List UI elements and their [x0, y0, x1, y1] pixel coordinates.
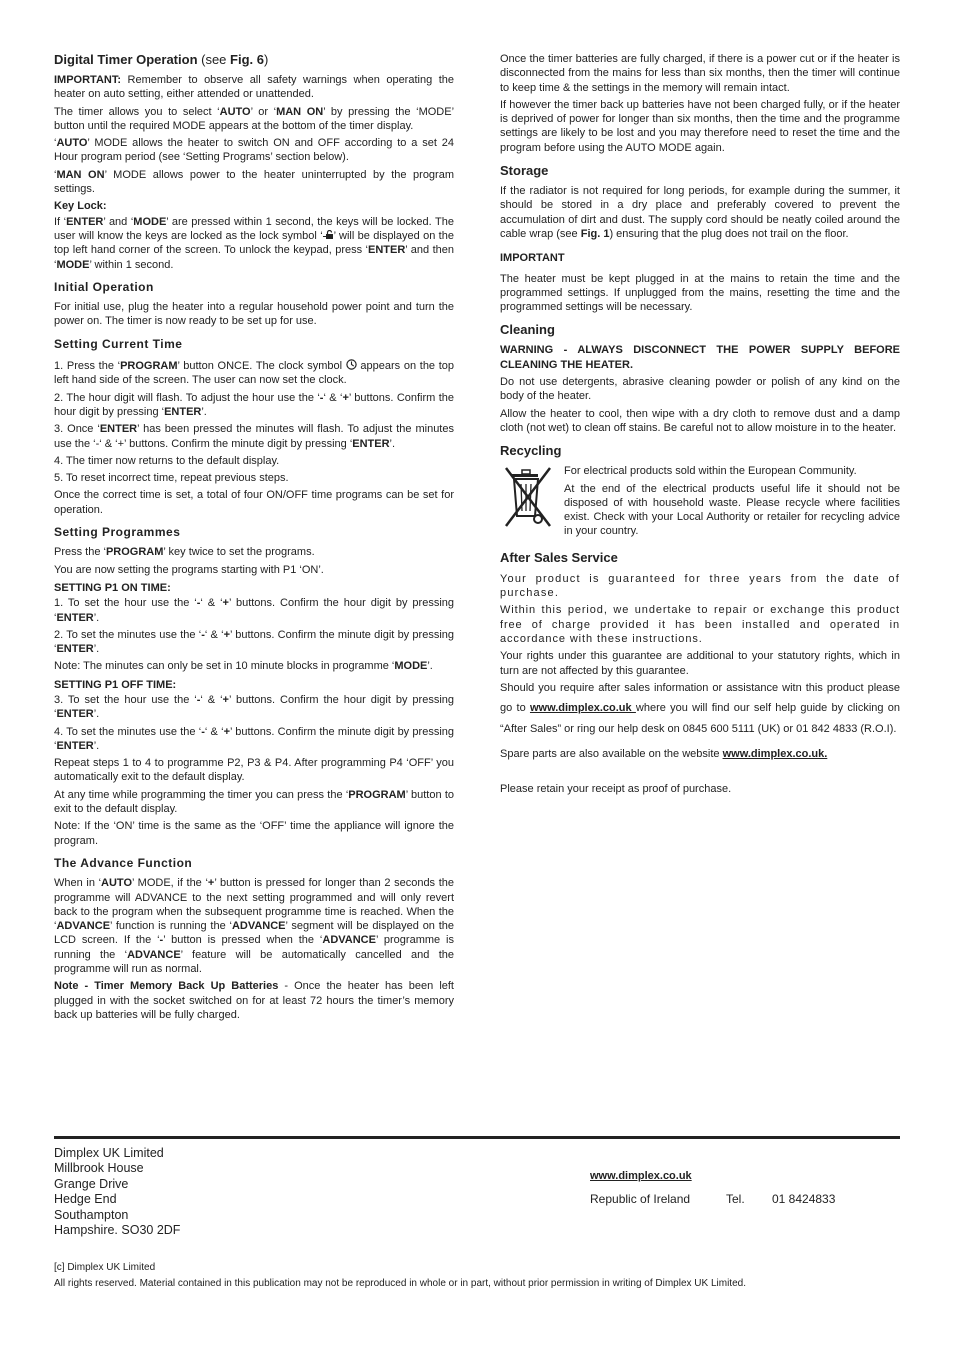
digital-timer-heading: Digital Timer Operation (see Fig. 6) — [54, 52, 269, 67]
tel-number: 01 8424833 — [772, 1192, 836, 1206]
spare-parts-link[interactable]: www.dimplex.co.uk. — [722, 748, 828, 761]
recycling-text — [564, 464, 900, 541]
company-address — [54, 1146, 180, 1238]
p1-off-step-3: 3. To set the hour use the ‘-‘ & ‘+’ buttons. Confirm the hour digit by pressing ‘ENTER’. — [54, 693, 454, 721]
exit-programming: At any time while programming the timer you can press the ‘PROGRAM’ button to exit to the default display. — [54, 788, 454, 816]
man-on-paragraph: ‘MAN ON’ MODE allows power to the heater uninterrupted by the program settings. — [54, 168, 454, 196]
address-line: Hedge End — [54, 1192, 117, 1207]
time-step-3: 3. Once ‘ENTER’ has been pressed the minutes will flash. To adjust the minutes use the ‘-‘ & ‘+’ buttons. Confirm the minute digit by pressing ‘ENTER’. — [54, 423, 454, 450]
p1-off-heading: SETTING P1 OFF TIME: — [54, 678, 177, 691]
after-sales-guarantee: Your product is guaranteed for three years from the date of purchase. — [500, 572, 900, 600]
cleaning-heading: Cleaning — [500, 322, 555, 338]
recycling-text-2: At the end of the electrical products useful life it should not be disposed of with household waste. Please recycle where facilities exist. Check with your Local Authority or retailer for recycling advice in your country. — [564, 482, 900, 538]
time-step-1: 1. Press the ‘PROGRAM’ button ONCE. The clock symbol appears on the top left hand side of the screen. The user can now set the clock. — [54, 360, 455, 387]
tel-label: Tel. — [726, 1192, 745, 1206]
setting-current-time-heading: Setting Current Time — [54, 336, 183, 351]
time-step-summary: Once the correct time is set, a total of four ON/OFF time programs can be set for operation. — [54, 489, 454, 516]
cleaning-warning: WARNING - ALWAYS DISCONNECT THE POWER SUPPLY BEFORE CLEANING THE HEATER. — [500, 344, 900, 371]
important-heading: IMPORTANT — [500, 252, 565, 265]
important-text: The heater must be kept plugged in at the mains to retain the time and the programmed settings. If unplugged from the mains, resetting the time and the programmed settings will be necessary. — [500, 272, 900, 314]
time-step-5: 5. To reset incorrect time, repeat previous steps. — [54, 472, 289, 485]
recycling-block — [500, 464, 900, 541]
right-column — [500, 52, 900, 799]
after-sales-heading: After Sales Service — [500, 549, 618, 565]
footer-divider — [54, 1136, 900, 1139]
p1-on-step-2: 2. To set the minutes use the ‘-‘ & ‘+’ buttons. Confirm the minute digit by pressing ‘ENTER’. — [54, 628, 454, 656]
advance-function-text: When in ‘AUTO’ MODE, if the ‘+’ button is pressed for longer than 2 seconds the programme will ADVANCE to the next setting programmed and will only revert back to the program when the subsequent programme time is reached. When the ‘ADVANCE’ function is running the ‘ADVANCE’ segment will be displayed on the LCD screen. If the ‘-’ button is pressed when the ‘ADVANCE’ programme is running the ‘ADVANCE’ feature will be automatically cancelled and the programme will run as normal. — [54, 877, 455, 976]
key-lock-heading: Key Lock: — [54, 200, 107, 213]
left-column — [54, 52, 454, 1025]
initial-operation-heading: Initial Operation — [54, 279, 154, 294]
minutes-note: Note: The minutes can only be set in 10 minute blocks in programme ‘MODE’. — [54, 660, 433, 673]
repeat-steps: Repeat steps 1 to 4 to programme P2, P3 & P4. After programming P4 ‘OFF’ you automatically exit to the default display. — [54, 757, 454, 784]
setting-programmes-heading: Setting Programmes — [54, 525, 181, 540]
p1-on-step-1: 1. To set the hour use the ‘-‘ & ‘+’ buttons. Confirm the hour digit by pressing ‘ENTER’. — [54, 597, 454, 624]
p1-off-step-4: 4. To set the minutes use the ‘-‘ & ‘+’ buttons. Confirm the minute digit by pressing ‘ENTER’. — [54, 725, 454, 752]
recycling-heading: Recycling — [500, 443, 562, 459]
rights-line: All rights reserved. Material contained in this publication may not be reproduced in whole or in part, without prior permission in writing of Dimplex UK Limited. — [54, 1278, 746, 1289]
memory-batteries-note: Note - Timer Memory Back Up Batteries - Once the heater has been left plugged in with the socket switched on for at least 72 hours the timer’s memory back up batteries will be fully charged. — [54, 980, 454, 1021]
recycling-text-1: For electrical products sold within the European Community. — [564, 465, 857, 478]
after-sales-help: Should you require after sales information or assistance witn this product please go to www.dimplex.co.uk where you will find our self help guide by clicking on “After Sales” or ring our help desk on 0845 600 5111 (UK) or 01 842 4833 (R.O.I). — [500, 681, 901, 735]
address-line: Millbrook House — [54, 1161, 144, 1176]
contact-block — [590, 1170, 835, 1206]
time-step-2: 2. The hour digit will flash. To adjust the hour use the ‘-‘ & ‘+’ buttons. Confirm the hour digit by pressing ‘ENTER’. — [54, 391, 454, 418]
p1-on-heading: SETTING P1 ON TIME: — [54, 581, 171, 594]
mode-select-paragraph: The timer allows you to select ‘AUTO’ or ‘MAN ON’ by pressing the ‘MODE’ button until the required MODE appears at the bottom of the timer display. — [54, 105, 455, 132]
after-sales-rights: Your rights under this guarantee are additional to your statutory rights, which in turn are not affected by this guarantee. — [500, 650, 900, 677]
advance-function-heading: The Advance Function — [54, 855, 193, 870]
storage-heading: Storage — [500, 163, 549, 179]
lock-icon — [323, 230, 334, 240]
cleaning-text-1: Do not use detergents, abrasive cleaning powder or polish of any kind on the body of the heater. — [500, 376, 900, 403]
programmes-intro-2: You are now setting the programs starting with P1 ‘ON’. — [54, 563, 324, 576]
legal-footer — [54, 1260, 746, 1292]
spare-parts-text: Spare parts are also available on the website www.dimplex.co.uk. — [500, 748, 828, 761]
copyright-line: [c] Dimplex UK Limited — [54, 1262, 156, 1273]
dimplex-website-link[interactable]: www.dimplex.co.uk — [529, 702, 636, 715]
batteries-charged-text: Once the timer batteries are fully charged, if there is a power cut or if the heater is disconnected from the mains for less than six months, then the timer will continue to keep time & the settings in the memory will remain intact. — [500, 53, 900, 94]
important-paragraph: IMPORTANT: Remember to observe all safety warnings when operating the heater on auto setting, either attended or unattended. — [54, 74, 454, 101]
crossed-out-wheelie-bin-icon — [500, 466, 556, 528]
address-line: Dimplex UK Limited — [54, 1146, 164, 1160]
clock-icon — [346, 359, 357, 370]
batteries-not-charged-text: If however the timer back up batteries have not been charged fully, or if the heater is deprived of power for longer than six months, then the time and the programme settings are likely to be lost and you may therefore need to reset the time and the program before using the AUTO MODE again. — [500, 98, 900, 154]
programmes-intro-1: Press the ‘PROGRAM’ key twice to set the programs. — [54, 546, 315, 559]
key-lock-paragraph: If ‘ENTER’ and ‘MODE’ are pressed within 1 second, the keys will be locked. The user will know the keys are locked as the lock symbol ‘ ’ will be displayed on the top left hand corner of the screen. To unlock the keypad, press ‘ENTER’ and then ‘MODE’ within 1 second. — [54, 215, 454, 271]
address-line: Hampshire. SO30 2DF — [54, 1223, 181, 1238]
initial-operation-text: For initial use, plug the heater into a regular household power point and turn the power on. The timer is now ready to be set up for use. — [54, 301, 454, 328]
address-line: Southampton — [54, 1207, 129, 1222]
on-off-note: Note: If the ‘ON’ time is the same as the ‘OFF’ time the appliance will ignore the program. — [54, 820, 454, 847]
roi-label: Republic of Ireland — [590, 1192, 691, 1206]
retain-receipt-text: Please retain your receipt as proof of purchase. — [500, 782, 732, 795]
cleaning-text-2: Allow the heater to cool, then wipe with a dry cloth to remove dust and a damp cloth (not wet) to clean off stains. Be careful not to allow moisture in to the heater. — [500, 407, 900, 434]
address-line: Grange Drive — [54, 1176, 129, 1191]
roi-phone-row — [590, 1192, 835, 1206]
storage-text: If the radiator is not required for long periods, for example during the summer, it should be stored in a dry place and preferably covered to prevent the accumulation of dirt and dust. The supply cord should be neatly coiled around the cable wrap (see Fig. 1) ensuring that the plug does not trail on the floor. — [500, 185, 900, 240]
footer-website-link[interactable]: www.dimplex.co.uk — [590, 1170, 692, 1182]
time-step-4: 4. The timer now returns to the default display. — [54, 454, 280, 467]
after-sales-repair: Within this period, we undertake to repair or exchange this product free of charge provided it has been installed and operated in accordance with these instructions. — [500, 604, 900, 645]
auto-mode-paragraph: ‘AUTO’ MODE allows the heater to switch ON and OFF according to a set 24 Hour program period (see ‘Setting Programs’ section below). — [54, 137, 454, 164]
